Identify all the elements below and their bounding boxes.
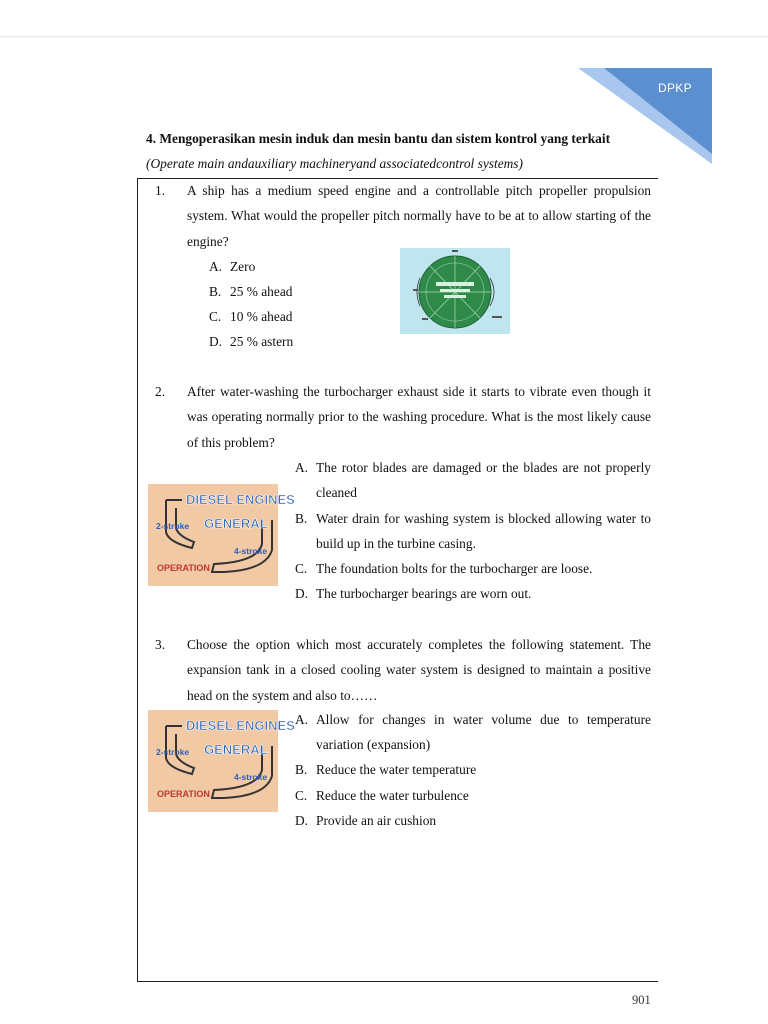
question-3-option-c [295, 783, 651, 808]
option-letter: A. [295, 460, 309, 475]
section-subtitle: (Operate main andauxiliary machineryand associatedcontrol systems) [146, 156, 523, 171]
card-title-line2: GENERAL [204, 516, 268, 531]
engine-timing-diagram-image [400, 248, 510, 334]
question-2-number: 2. [155, 384, 166, 399]
option-text: The rotor blades are damaged or the blades are not properly cleaned [316, 460, 651, 501]
option-text: 10 % ahead [230, 309, 293, 324]
question-2-text: After water-washing the turbocharger exhaust side it starts to vibrate even though it was operating normally prior to the washing procedure. What is the most likely cause of this problem? [187, 384, 651, 450]
diesel-engines-graphic [148, 710, 295, 812]
card-footer: OPERATION [157, 789, 210, 799]
question-3-option-b [295, 757, 651, 782]
diesel-engines-card-image-2 [148, 710, 295, 812]
option-text: The turbocharger bearings are worn out. [316, 586, 532, 601]
option-text: The foundation bolts for the turbocharger are loose. [316, 561, 593, 576]
option-letter: C. [209, 309, 222, 324]
question-3-number: 3. [155, 637, 166, 652]
question-3-text: Choose the option which most accurately completes the following statement. The expansion tank in a closed cooling water system is designed to maintain a positive head on the system and also to…… [187, 637, 651, 703]
option-letter: B. [295, 511, 308, 526]
question-3-option-a [295, 707, 651, 758]
option-text: Allow for changes in water volume due to temperature variation (expansion) [316, 712, 651, 753]
option-text: Reduce the water temperature [316, 762, 477, 777]
option-text: Provide an air cushion [316, 813, 437, 828]
question-1-number: 1. [155, 183, 166, 198]
card-footer: OPERATION [157, 563, 210, 573]
option-letter: C. [295, 788, 308, 803]
card-title-line2: GENERAL [204, 742, 268, 757]
question-2-option-c [295, 556, 651, 581]
option-text: Water drain for washing system is blocked allowing water to build up in the turbine casing. [316, 511, 651, 552]
question-1-text: A ship has a medium speed engine and a controllable pitch propeller propulsion system. What would the propeller pitch normally have to be at to allow starting of the engine? [187, 183, 651, 249]
option-text: Zero [230, 259, 256, 274]
question-1-option-b [209, 279, 359, 304]
question-1-option-a [209, 254, 359, 279]
question-2-option-a [295, 455, 651, 506]
dpkp-banner [578, 68, 712, 164]
diesel-engines-card-image [148, 484, 295, 586]
option-letter: B. [295, 762, 308, 777]
option-letter: C. [295, 561, 308, 576]
section-title: 4. Mengoperasikan mesin induk dan mesin bantu dan sistem kontrol yang terkait [146, 131, 611, 146]
dpkp-banner-label: DPKP [658, 81, 692, 95]
option-text: 25 % ahead [230, 284, 293, 299]
card-stroke-b: 4-stroke [234, 546, 268, 556]
option-text: 25 % astern [230, 334, 294, 349]
card-stroke-a: 2-stroke [156, 521, 190, 531]
question-1-option-d [209, 329, 359, 354]
diesel-engines-graphic [148, 484, 295, 586]
card-stroke-a: 2-stroke [156, 747, 190, 757]
option-letter: A. [295, 712, 309, 727]
question-3-option-d [295, 808, 651, 833]
card-stroke-b: 4-stroke [234, 772, 268, 782]
option-letter: B. [209, 284, 222, 299]
option-text: Reduce the water turbulence [316, 788, 469, 803]
card-title-line1: DIESEL ENGINES [186, 492, 295, 507]
option-letter: D. [209, 334, 223, 349]
card-title-line1: DIESEL ENGINES [186, 718, 295, 733]
page-top-rule [0, 36, 768, 37]
question-2-option-b [295, 506, 651, 557]
option-letter: D. [295, 813, 309, 828]
option-letter: D. [295, 586, 309, 601]
option-letter: A. [209, 259, 223, 274]
question-1-option-c [209, 304, 359, 329]
page-number: 901 [632, 993, 651, 1007]
question-2-option-d [295, 581, 651, 606]
engine-timing-diagram-graphic [400, 248, 510, 334]
